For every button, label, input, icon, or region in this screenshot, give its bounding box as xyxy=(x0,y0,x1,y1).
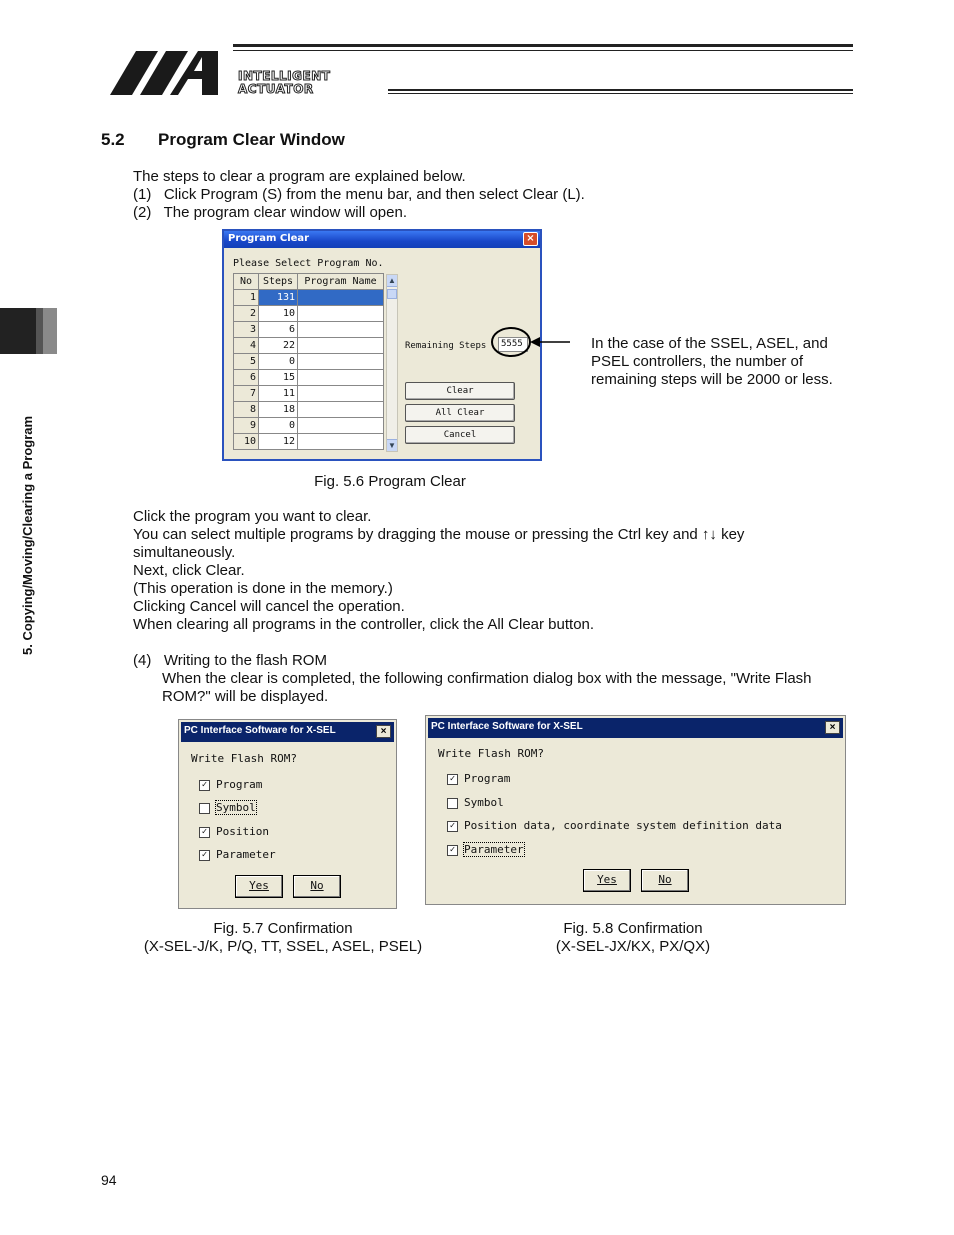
row-no: 6 xyxy=(234,370,259,386)
row-name xyxy=(298,290,384,306)
row-name xyxy=(298,402,384,418)
table-row[interactable] xyxy=(234,338,384,354)
section-title: Program Clear Window xyxy=(158,130,345,149)
checkbox-label: Program xyxy=(216,778,263,791)
all-clear-button[interactable]: All Clear xyxy=(405,404,515,422)
no-label: No xyxy=(310,879,324,892)
yes-button[interactable] xyxy=(235,875,283,898)
row-no: 4 xyxy=(234,338,259,354)
yes-label: Yes xyxy=(597,873,617,886)
logo-wordmark xyxy=(238,70,330,96)
clear-button[interactable]: Clear xyxy=(405,382,515,400)
scroll-down-icon[interactable]: ▼ xyxy=(388,441,396,450)
step-4-heading: (4) Writing to the flash ROM xyxy=(133,652,327,669)
row-steps: 12 xyxy=(259,434,298,450)
instruction-line: You can select multiple programs by dragging the mouse or pressing the Ctrl key and ↑↓ key xyxy=(133,526,745,543)
side-tab-stripe-light xyxy=(43,308,57,354)
instruction-line: (This operation is done in the memory.) xyxy=(133,580,393,597)
step-4-line: ROM?" will be displayed. xyxy=(162,688,329,705)
fig-5-8-caption xyxy=(483,920,783,956)
side-tab-label: 5. Copying/Moving/Clearing a Program xyxy=(20,415,35,655)
row-no: 5 xyxy=(234,354,259,370)
dialog-large-titlebar xyxy=(428,718,843,738)
table-header-row xyxy=(234,274,384,290)
logo-line-2: ACTUATOR xyxy=(238,82,314,96)
row-name xyxy=(298,434,384,450)
caption-line: Fig. 5.7 Confirmation xyxy=(213,920,353,937)
dialog-title: PC Interface Software for X-SEL xyxy=(431,721,583,732)
company-logo-icon xyxy=(110,45,234,97)
side-tab-stripe xyxy=(36,308,43,354)
no-button[interactable] xyxy=(641,869,689,892)
select-prompt: Please Select Program No. xyxy=(233,258,384,269)
close-button[interactable] xyxy=(825,721,840,734)
row-steps: 0 xyxy=(259,418,298,434)
section-number: 5.2 xyxy=(101,130,125,149)
row-no: 7 xyxy=(234,386,259,402)
row-no: 9 xyxy=(234,418,259,434)
row-name xyxy=(298,386,384,402)
checkbox-check-icon: ✓ xyxy=(447,821,458,832)
side-tab-block xyxy=(0,308,36,354)
checkbox-program[interactable] xyxy=(447,772,510,785)
row-steps: 11 xyxy=(259,386,298,402)
caption-line: Fig. 5.8 Confirmation xyxy=(563,920,703,937)
caption-line: (X-SEL-J/K, P/Q, TT, SSEL, ASEL, PSEL) xyxy=(143,938,423,955)
row-name xyxy=(298,306,384,322)
header-rule-top xyxy=(233,44,853,47)
program-table xyxy=(233,273,384,450)
dialog-question: Write Flash ROM? xyxy=(191,752,297,765)
instruction-line: Clicking Cancel will cancel the operation. xyxy=(133,598,405,615)
checkbox-check-icon: ✓ xyxy=(199,850,210,861)
step-4-text xyxy=(162,670,862,706)
cancel-button[interactable]: Cancel xyxy=(405,426,515,444)
instruction-line: Next, click Clear. xyxy=(133,562,245,579)
instruction-line: Click the program you want to clear. xyxy=(133,508,372,525)
checkbox-symbol[interactable] xyxy=(199,801,256,814)
table-row[interactable] xyxy=(234,402,384,418)
checkbox-position-data[interactable] xyxy=(447,819,782,832)
dialog-title: PC Interface Software for X-SEL xyxy=(184,725,336,736)
no-label: No xyxy=(658,873,672,886)
instruction-line: When clearing all programs in the controller, click the All Clear button. xyxy=(133,616,595,633)
row-no: 10 xyxy=(234,434,259,450)
row-name xyxy=(298,418,384,434)
row-steps: 15 xyxy=(259,370,298,386)
window-title: Program Clear xyxy=(228,233,310,244)
column-header-steps: Steps xyxy=(259,274,298,290)
close-icon: × xyxy=(380,726,387,737)
row-name xyxy=(298,370,384,386)
scroll-thumb[interactable] xyxy=(387,289,397,299)
intro-text xyxy=(133,168,585,222)
caption-line: (X-SEL-JX/KX, PX/QX) xyxy=(555,938,711,955)
header-rule-top-thin xyxy=(233,50,853,51)
row-steps: 18 xyxy=(259,402,298,418)
instruction-line: simultaneously. xyxy=(133,544,236,561)
close-icon: × xyxy=(829,722,836,733)
program-list[interactable] xyxy=(233,273,384,450)
table-row[interactable] xyxy=(234,434,384,450)
table-row[interactable] xyxy=(234,290,384,306)
yes-button[interactable] xyxy=(583,869,631,892)
header-rule-bottom xyxy=(388,89,853,91)
row-no: 8 xyxy=(234,402,259,418)
table-row[interactable] xyxy=(234,306,384,322)
close-icon: × xyxy=(526,233,535,244)
column-header-no: No xyxy=(234,274,259,290)
checkbox-check-icon: ✓ xyxy=(447,845,458,856)
row-steps: 131 xyxy=(259,290,298,306)
checkbox-label: Parameter xyxy=(216,848,276,861)
intro-line: The steps to clear a program are explained below. xyxy=(133,168,466,185)
table-row[interactable] xyxy=(234,322,384,338)
checkbox-check-icon: ✓ xyxy=(447,774,458,785)
checkbox-position[interactable] xyxy=(199,825,269,838)
fig-5-7-caption xyxy=(118,920,448,956)
checkbox-label: Position xyxy=(216,825,269,838)
checkbox-label: Program xyxy=(464,772,511,785)
row-steps: 22 xyxy=(259,338,298,354)
yes-label: Yes xyxy=(249,879,269,892)
table-row[interactable] xyxy=(234,354,384,370)
row-steps: 0 xyxy=(259,354,298,370)
no-button[interactable] xyxy=(293,875,341,898)
intro-step-1: (1) Click Program (S) from the menu bar, and then select Clear (L). xyxy=(133,186,585,203)
callout-note: In the case of the SSEL, ASEL, and PSEL controllers, the number of remaining steps will be 2000 or less. xyxy=(591,335,833,388)
checkbox-check-icon xyxy=(447,798,458,809)
checkbox-check-icon xyxy=(199,803,210,814)
row-steps: 6 xyxy=(259,322,298,338)
row-name xyxy=(298,322,384,338)
table-row[interactable] xyxy=(234,386,384,402)
list-scrollbar[interactable] xyxy=(386,274,398,452)
row-no: 3 xyxy=(234,322,259,338)
checkbox-parameter[interactable] xyxy=(447,843,524,856)
checkbox-parameter[interactable] xyxy=(199,848,276,861)
logo-line-1: INTELLIGENT xyxy=(238,69,331,83)
header-rule-bottom-thin xyxy=(388,93,853,94)
row-name xyxy=(298,338,384,354)
checkbox-label: Parameter xyxy=(464,843,524,856)
fig-5-6-caption: Fig. 5.6 Program Clear xyxy=(314,473,466,490)
callout-arrow-icon xyxy=(490,322,580,362)
row-no: 1 xyxy=(234,290,259,306)
page-number: 94 xyxy=(101,1172,117,1188)
checkbox-label: Position data, coordinate system definition data xyxy=(464,819,782,832)
checkbox-check-icon: ✓ xyxy=(199,827,210,838)
close-button[interactable] xyxy=(376,725,391,738)
table-row[interactable] xyxy=(234,418,384,434)
table-row[interactable] xyxy=(234,370,384,386)
section-heading xyxy=(101,130,345,150)
checkbox-label: Symbol xyxy=(216,801,256,814)
program-clear-titlebar xyxy=(224,231,540,248)
row-steps: 10 xyxy=(259,306,298,322)
intro-step-2: (2) The program clear window will open. xyxy=(133,204,408,221)
checkbox-label: Symbol xyxy=(464,796,504,809)
row-name xyxy=(298,354,384,370)
write-flash-dialog-small xyxy=(178,719,397,909)
scroll-up-icon[interactable]: ▲ xyxy=(388,276,396,285)
checkbox-program[interactable] xyxy=(199,778,262,791)
row-no: 2 xyxy=(234,306,259,322)
checkbox-check-icon: ✓ xyxy=(199,780,210,791)
column-header-program-name: Program Name xyxy=(298,274,384,290)
remaining-steps-value: 5555 xyxy=(498,337,528,352)
remaining-steps-label: Remaining Steps xyxy=(405,341,487,351)
instructions xyxy=(133,508,853,634)
dialog-small-titlebar xyxy=(181,722,394,742)
checkbox-symbol[interactable] xyxy=(447,796,504,809)
dialog-question: Write Flash ROM? xyxy=(438,747,544,760)
write-flash-dialog-large xyxy=(425,715,846,905)
close-button[interactable] xyxy=(523,232,538,246)
step-4-line: When the clear is completed, the following confirmation dialog box with the message, "Write Flash xyxy=(162,670,812,687)
